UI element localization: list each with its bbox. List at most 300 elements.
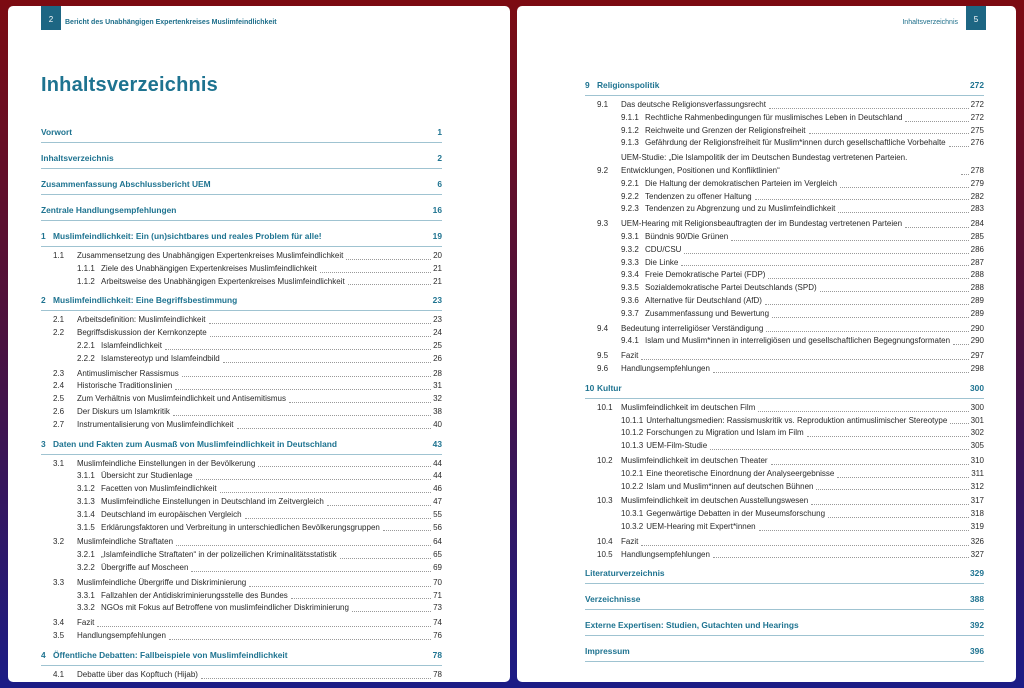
entry-number: 9.3.4 — [621, 270, 639, 280]
toc-entry[interactable] — [585, 308, 984, 321]
toc-entry[interactable] — [585, 218, 984, 231]
entry-number: 2 — [41, 295, 46, 306]
toc-entry[interactable] — [41, 496, 442, 509]
toc-entry[interactable] — [41, 419, 442, 432]
toc-entry[interactable] — [585, 521, 984, 534]
entry-number: 9.3.2 — [621, 244, 639, 254]
entry-number: 9.3.7 — [621, 308, 639, 318]
entry-page: 23 — [432, 295, 442, 306]
entry-number: 10 — [585, 382, 595, 393]
entry-page: 286 — [970, 244, 984, 254]
entry-number: 10.2.1 — [621, 468, 644, 478]
entry-number: 9.1.1 — [621, 112, 639, 122]
entry-title: Debatte über das Kopftuch (Hijab) — [77, 669, 198, 679]
entry-title: UEM-Film-Studie — [646, 441, 708, 451]
toc-entry[interactable] — [585, 152, 984, 178]
entry-page: 46 — [433, 484, 442, 494]
entry-page: 285 — [970, 231, 984, 241]
toc-entry[interactable] — [41, 380, 442, 393]
entry-page: 329 — [970, 568, 984, 579]
entry-title: Freie Demokratische Partei (FDP) — [645, 270, 766, 280]
entry-title: Islamfeindlichkeit — [101, 340, 162, 350]
entry-number: 9.2 — [597, 165, 609, 175]
toc-entry[interactable] — [585, 455, 984, 468]
entry-title: Facetten von Muslimfeindlichkeit — [101, 484, 217, 494]
entry-title: UEM-Hearing mit Expert*innen — [646, 521, 756, 531]
dot-leader — [811, 504, 968, 505]
toc-entry[interactable] — [585, 191, 984, 204]
entry-title: Fazit — [77, 618, 95, 628]
entry-title: CDU/CSU — [645, 244, 682, 254]
entry-page: 70 — [433, 577, 442, 587]
entry-page: 289 — [970, 295, 984, 305]
dot-leader — [953, 344, 969, 345]
entry-number: 9.3.3 — [621, 257, 639, 267]
entry-title: Deutschland im europäischen Vergleich — [101, 509, 242, 519]
entry-page: 1 — [437, 127, 442, 137]
entry-page: 272 — [970, 112, 984, 122]
entry-page: 275 — [970, 125, 984, 135]
page-number: 2 — [41, 6, 61, 30]
toc-entry[interactable] — [41, 549, 442, 562]
toc-entry[interactable] — [41, 483, 442, 496]
entry-number: 2.2.1 — [77, 340, 95, 350]
entry-number: 10.2.2 — [621, 481, 644, 491]
entry-title: Verzeichnisse — [585, 594, 641, 605]
toc-entry[interactable] — [585, 137, 984, 150]
entry-number: 3.1.3 — [77, 496, 95, 506]
entry-title: Muslimfeindliche Übergriffe und Diskriminierung — [77, 577, 247, 587]
toc-entry[interactable] — [41, 577, 442, 590]
toc-entry[interactable] — [41, 340, 442, 353]
entry-number: 3.2.2 — [77, 562, 95, 572]
dot-leader — [771, 464, 969, 465]
entry-title: Fazit — [621, 351, 639, 361]
dot-leader — [961, 174, 969, 175]
entry-number: 2.7 — [53, 419, 65, 429]
toc-entry[interactable] — [585, 295, 984, 308]
entry-page: 396 — [970, 646, 984, 657]
entry-title: Impressum — [585, 646, 630, 657]
toc-chapter-entry[interactable] — [585, 79, 984, 96]
entry-title: Fallzahlen der Antidiskriminierungsstelle des Bundes — [101, 590, 288, 600]
dot-leader — [165, 349, 431, 350]
dot-leader — [641, 359, 968, 360]
entry-title: Forschungen zu Migration und Islam im Film — [646, 428, 804, 438]
table-of-contents — [585, 79, 984, 665]
toc-entry[interactable] — [41, 590, 442, 603]
entry-title: Der Diskurs um Islamkritik — [77, 406, 170, 416]
dot-leader — [289, 402, 431, 403]
entry-number: 3.3.2 — [77, 603, 95, 613]
entry-title: Muslimfeindlichkeit: Eine Begriffsbestimmung — [53, 295, 238, 306]
entry-page: 327 — [970, 549, 984, 559]
entry-number: 3.5 — [53, 630, 65, 640]
entry-title: Vorwort — [41, 127, 73, 137]
entry-page: 317 — [970, 496, 984, 506]
dot-leader — [768, 278, 968, 279]
dot-leader — [196, 479, 431, 480]
entry-title: Zusammenfassung Abschlussbericht UEM — [41, 179, 211, 189]
entry-page: 272 — [970, 100, 984, 109]
entry-number: 9.3 — [597, 219, 609, 229]
entry-title: Handlungsempfehlungen — [621, 549, 710, 559]
toc-chapter-entry[interactable] — [585, 587, 984, 610]
entry-title: Tendenzen zu offener Haltung — [645, 191, 752, 201]
toc-entry[interactable] — [585, 269, 984, 282]
entry-page: 65 — [433, 550, 442, 560]
entry-number: 3.3 — [53, 577, 65, 587]
toc-chapter-entry[interactable] — [41, 288, 442, 311]
entry-page: 278 — [970, 165, 984, 175]
entry-number: 10.5 — [597, 549, 613, 559]
entry-number: 10.3.1 — [621, 509, 644, 519]
entry-number: 2.2 — [53, 328, 65, 338]
entry-number: 9.4.1 — [621, 336, 639, 346]
entry-page: 284 — [970, 219, 984, 229]
entry-page: 71 — [433, 590, 442, 600]
entry-title: Muslimfeindlichkeit im deutschen Ausstellungswesen — [621, 496, 809, 506]
dot-leader — [949, 146, 969, 147]
dot-leader — [713, 557, 969, 558]
toc-entry[interactable] — [41, 393, 442, 406]
entry-page: 289 — [970, 308, 984, 318]
toc-entry[interactable] — [585, 231, 984, 244]
dot-leader — [837, 477, 969, 478]
toc-chapter-entry[interactable] — [41, 432, 442, 455]
toc-chapter-entry[interactable] — [41, 172, 442, 195]
entry-page: 23 — [433, 315, 442, 325]
entry-number: 9.3.1 — [621, 231, 639, 241]
entry-number: 1 — [41, 231, 46, 241]
entry-number: 9.2.2 — [621, 191, 639, 201]
entry-title: Arbeitsweise des Unabhängigen Expertenkreises Muslimfeindlichkeit — [101, 276, 345, 286]
toc-entry[interactable] — [585, 350, 984, 363]
toc-entry[interactable] — [585, 244, 984, 257]
toc-entry[interactable] — [41, 509, 442, 522]
toc-chapter-entry[interactable] — [585, 561, 984, 584]
entry-title: Instrumentalisierung von Muslimfeindlichkeit — [77, 419, 234, 429]
page-title: Inhaltsverzeichnis — [41, 74, 218, 96]
entry-page: 21 — [433, 263, 442, 273]
entry-title: Das deutsche Religionsverfassungsrecht — [621, 100, 766, 109]
entry-page: 300 — [970, 402, 984, 412]
entry-title: Antimuslimischer Rassismus — [77, 368, 179, 378]
entry-number: 1.1.2 — [77, 276, 95, 286]
entry-number: 3.3.1 — [77, 590, 95, 600]
entry-page: 47 — [433, 496, 442, 506]
dot-leader — [201, 678, 431, 679]
entry-number: 9.4 — [597, 323, 609, 333]
toc-chapter-entry[interactable] — [585, 376, 984, 399]
dot-leader — [641, 545, 968, 546]
toc-entry[interactable] — [585, 203, 984, 216]
toc-entry[interactable] — [41, 276, 442, 289]
dot-leader — [169, 639, 431, 640]
dot-leader — [191, 571, 431, 572]
entry-number: 10.3 — [597, 496, 613, 506]
toc-entry[interactable] — [41, 250, 442, 263]
dot-leader — [828, 517, 969, 518]
toc-chapter-entry[interactable] — [41, 126, 442, 143]
entry-number: 9.2.1 — [621, 178, 639, 188]
entry-page: 64 — [433, 537, 442, 547]
entry-page: 287 — [970, 257, 984, 267]
dot-leader — [220, 492, 431, 493]
dot-leader — [905, 227, 969, 228]
toc-entry[interactable] — [585, 335, 984, 348]
entry-page: 21 — [433, 276, 442, 286]
toc-entry[interactable] — [41, 314, 442, 327]
dot-leader — [905, 121, 968, 122]
entry-page: 26 — [433, 353, 442, 363]
entry-title: Zusammensetzung des Unabhängigen Expertenkreises Muslimfeindlichkeit — [77, 251, 344, 260]
entry-number: 4.1 — [53, 669, 65, 679]
entry-title: Handlungsempfehlungen — [621, 363, 710, 373]
entry-title: Handlungsempfehlungen — [77, 630, 166, 640]
dot-leader — [176, 545, 431, 546]
entry-page: 392 — [970, 620, 984, 631]
entry-page: 78 — [432, 649, 442, 660]
entry-title: Literaturverzeichnis — [585, 568, 665, 579]
entry-title: „Islamfeindliche Straftaten“ in der polizeilichen Kriminalitätsstatistik — [101, 550, 337, 560]
entry-title: Sozialdemokratische Partei Deutschlands (SPD) — [645, 283, 817, 293]
entry-page: 283 — [970, 204, 984, 214]
entry-title: Tendenzen zu Abgrenzung und zu Muslimfeindlichkeit — [645, 204, 836, 214]
entry-number: 10.1.3 — [621, 441, 644, 451]
entry-page: 272 — [970, 80, 984, 90]
entry-number: 10.3.2 — [621, 521, 644, 531]
entry-page: 310 — [970, 455, 984, 465]
entry-title: NGOs mit Fokus auf Betroffene von muslimfeindlicher Diskriminierung — [101, 603, 349, 613]
entry-title: Kultur — [597, 382, 622, 393]
entry-title: Historische Traditionslinien — [77, 381, 173, 391]
dot-leader — [346, 259, 431, 260]
entry-number: 9.3.5 — [621, 283, 639, 293]
toc-chapter-entry[interactable] — [41, 198, 442, 221]
entry-number: 1.1.1 — [77, 263, 95, 273]
entry-page: 31 — [433, 381, 442, 391]
dot-leader — [950, 423, 968, 424]
toc-entry[interactable] — [585, 99, 984, 112]
entry-title: Unterhaltungsmedien: Rassismuskritik vs. Reproduktion antimuslimischer Stereotype — [646, 415, 948, 425]
entry-number: 10.1.1 — [621, 415, 644, 425]
entry-number: 1.1 — [53, 251, 65, 260]
dot-leader — [291, 598, 431, 599]
entry-number: 3.1 — [53, 458, 65, 468]
toc-entry[interactable] — [585, 440, 984, 453]
dot-leader — [249, 586, 431, 587]
toc-entry[interactable] — [585, 257, 984, 270]
dot-leader — [237, 428, 432, 429]
entry-title: Ziele des Unabhängigen Expertenkreises Muslimfeindlichkeit — [101, 263, 317, 273]
toc-entry[interactable] — [41, 536, 442, 549]
toc-chapter-entry[interactable] — [585, 613, 984, 636]
toc-entry[interactable] — [41, 562, 442, 575]
dot-leader — [807, 436, 969, 437]
entry-number: 2.4 — [53, 381, 65, 391]
entry-title: Zusammenfassung und Bewertung — [645, 308, 770, 318]
toc-entry[interactable] — [41, 353, 442, 366]
entry-number: 2.1 — [53, 315, 65, 325]
entry-page: 298 — [970, 363, 984, 373]
entry-number: 4 — [41, 649, 46, 660]
dot-leader — [258, 466, 431, 467]
entry-page: 44 — [433, 471, 442, 481]
entry-number: 9.2.3 — [621, 204, 639, 214]
toc-entry[interactable] — [585, 508, 984, 521]
toc-chapter-entry[interactable] — [585, 639, 984, 662]
dot-leader — [182, 376, 431, 377]
entry-page: 20 — [433, 251, 442, 260]
running-header: Bericht des Unabhängigen Expertenkreises Muslimfeindlichkeit — [65, 19, 277, 26]
entry-number: 3 — [41, 438, 46, 449]
dot-leader — [245, 518, 432, 519]
toc-chapter-entry[interactable] — [41, 224, 442, 247]
toc-entry[interactable] — [41, 263, 442, 276]
entry-title: Externe Expertisen: Studien, Gutachten und Hearings — [585, 620, 799, 631]
dot-leader — [340, 558, 431, 559]
left-page — [8, 6, 510, 682]
entry-page: 74 — [433, 618, 442, 628]
dot-leader — [758, 411, 968, 412]
entry-title: Reichweite und Grenzen der Religionsfreiheit — [645, 125, 806, 135]
entry-page: 301 — [970, 415, 984, 425]
entry-page: 32 — [433, 394, 442, 404]
toc-entry[interactable] — [41, 327, 442, 340]
toc-entry[interactable] — [41, 470, 442, 483]
entry-number: 9.1.3 — [621, 138, 639, 148]
entry-number: 9.3.6 — [621, 295, 639, 305]
entry-title: Muslimfeindliche Straftaten — [77, 537, 174, 547]
dot-leader — [765, 304, 969, 305]
toc-entry[interactable] — [585, 495, 984, 508]
toc-entry[interactable] — [585, 415, 984, 428]
entry-title: Gegenwärtige Debatten in der Museumsforschung — [646, 509, 826, 519]
dot-leader — [320, 272, 431, 273]
toc-entry[interactable] — [585, 402, 984, 415]
entry-page: 2 — [437, 153, 442, 163]
entry-page: 279 — [970, 178, 984, 188]
entry-number: 3.1.2 — [77, 484, 95, 494]
entry-title: Muslimfeindlichkeit: Ein (un)sichtbares und reales Problem für alle! — [53, 231, 322, 241]
toc-entry[interactable] — [41, 617, 442, 630]
dot-leader — [769, 108, 969, 109]
entry-number: 9.1 — [597, 100, 609, 109]
toc-entry[interactable] — [41, 630, 442, 643]
toc-entry[interactable] — [585, 363, 984, 376]
entry-title: Eine theoretische Einordnung der Analyseergebnisse — [646, 468, 835, 478]
toc-entry[interactable] — [585, 282, 984, 295]
entry-number: 2.6 — [53, 406, 65, 416]
entry-title: Zum Verhältnis von Muslimfeindlichkeit und Antisemitismus — [77, 394, 286, 404]
entry-number: 3.4 — [53, 618, 65, 628]
entry-number: 2.2.2 — [77, 353, 95, 363]
dot-leader — [755, 199, 969, 200]
entry-number: 10.4 — [597, 536, 613, 546]
dot-leader — [173, 415, 431, 416]
entry-title: UEM-Studie: „Die Islampolitik der im Deutschen Bundestag vertretenen Parteien. Entwicklungen, Positionen und Konfliktlinien“ — [621, 153, 908, 175]
toc-entry[interactable] — [41, 602, 442, 615]
entry-title: Die Linke — [645, 257, 679, 267]
entry-page: 25 — [433, 340, 442, 350]
entry-page: 40 — [433, 419, 442, 429]
toc-entry[interactable] — [41, 458, 442, 471]
dot-leader — [710, 449, 968, 450]
entry-number: 10.1 — [597, 402, 613, 412]
toc-entry[interactable] — [585, 427, 984, 440]
entry-page: 300 — [970, 382, 984, 393]
entry-title: Erklärungsfaktoren und Verbreitung in unterschiedlichen Bevölkerungsgruppen — [101, 522, 380, 532]
entry-page: 290 — [970, 336, 984, 346]
toc-entry[interactable] — [41, 522, 442, 535]
entry-number: 2.3 — [53, 368, 65, 378]
entry-title: Muslimfeindlichkeit im deutschen Theater — [621, 455, 768, 465]
dot-leader — [209, 323, 432, 324]
dot-leader — [383, 530, 431, 531]
toc-entry[interactable] — [41, 368, 442, 381]
dot-leader — [766, 331, 968, 332]
entry-page: 290 — [970, 323, 984, 333]
entry-number: 10.2 — [597, 455, 613, 465]
toc-entry[interactable] — [41, 406, 442, 419]
entry-page: 319 — [970, 521, 984, 531]
toc-entry[interactable] — [585, 536, 984, 549]
entry-page: 312 — [970, 481, 984, 491]
page-number: 5 — [966, 6, 986, 30]
toc-entry[interactable] — [585, 178, 984, 191]
entry-page: 16 — [432, 205, 442, 215]
entry-title: Rechtliche Rahmenbedingungen für muslimisches Leben in Deutschland — [645, 112, 903, 122]
entry-page: 318 — [970, 509, 984, 519]
entry-title: Übergriffe auf Moscheen — [101, 562, 189, 572]
entry-page: 302 — [970, 428, 984, 438]
entry-page: 288 — [970, 270, 984, 280]
entry-title: Islamstereotyp und Islamfeindbild — [101, 353, 220, 363]
dot-leader — [348, 284, 431, 285]
entry-page: 44 — [433, 458, 442, 468]
entry-page: 56 — [433, 522, 442, 532]
dot-leader — [731, 240, 968, 241]
entry-page: 297 — [970, 351, 984, 361]
toc-entry[interactable] — [585, 323, 984, 336]
entry-title: Arbeitsdefinition: Muslimfeindlichkeit — [77, 315, 206, 325]
entry-title: Gefährdung der Religionsfreiheit für Muslim*innen durch gesellschaftliche Vorbehalte — [645, 138, 946, 148]
toc-chapter-entry[interactable] — [41, 146, 442, 169]
toc-entry[interactable] — [585, 549, 984, 562]
toc-entry[interactable] — [585, 468, 984, 481]
entry-number: 9 — [585, 80, 590, 90]
entry-page: 78 — [433, 669, 442, 679]
toc-entry[interactable] — [41, 669, 442, 682]
entry-title: Muslimfeindliche Einstellungen in der Bevölkerung — [77, 458, 256, 468]
toc-entry[interactable] — [585, 125, 984, 138]
entry-number: 3.1.1 — [77, 471, 95, 481]
entry-page: 276 — [970, 138, 984, 148]
entry-page: 43 — [432, 438, 442, 449]
dot-leader — [352, 611, 431, 612]
toc-chapter-entry[interactable] — [41, 643, 442, 666]
toc-entry[interactable] — [585, 112, 984, 125]
dot-leader — [816, 489, 968, 490]
toc-entry[interactable] — [585, 481, 984, 494]
entry-number: 9.1.2 — [621, 125, 639, 135]
entry-page: 76 — [433, 630, 442, 640]
entry-page: 55 — [433, 509, 442, 519]
entry-title: Bedeutung interreligiöser Verständigung — [621, 323, 764, 333]
dot-leader — [327, 505, 431, 506]
entry-page: 311 — [971, 468, 984, 478]
